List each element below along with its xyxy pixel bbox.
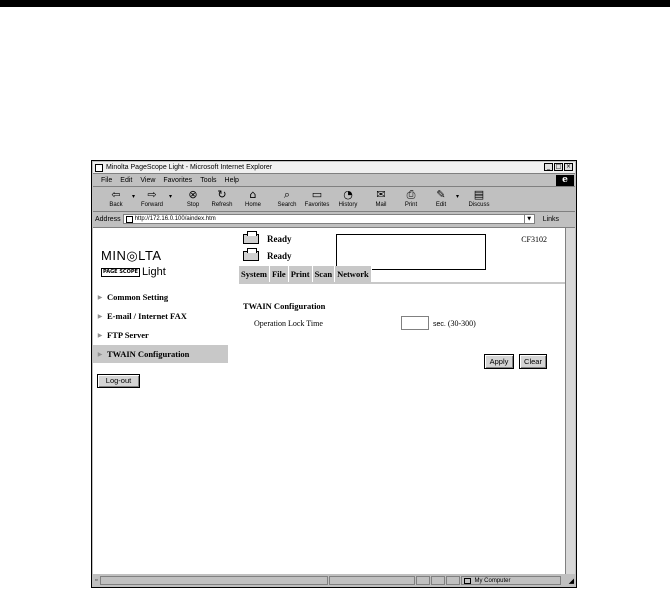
home-button[interactable] [238,188,268,209]
address-dropdown-icon[interactable]: ▼ [524,215,534,223]
address-label: Address [95,215,121,223]
nav-bullet-icon: ▶ [97,293,103,301]
ie-app-icon [95,164,103,172]
refresh-button[interactable] [207,188,237,209]
nav-bullet-icon: ▶ [97,312,103,320]
status-text-cell [100,576,328,585]
tab-scan[interactable]: Scan [313,266,335,282]
resize-grip-icon[interactable]: ◢ [568,577,574,585]
operation-lock-time-unit [433,319,476,328]
mail-label: Mail [375,202,387,208]
discuss-icon: ▤ [473,188,485,201]
search-label: Search [277,202,297,208]
address-input[interactable] [123,214,535,224]
discuss-button[interactable] [464,188,494,209]
nav-common-setting[interactable] [93,288,228,307]
forward-label: Forward [140,202,163,208]
range-label: (30-300) [447,319,476,328]
edit-icon: ✎ [436,188,446,201]
search-button[interactable] [272,188,302,209]
nav-label: TWAIN Configuration [107,349,190,359]
operation-lock-time-input[interactable] [401,316,429,330]
mail-icon: ✉ [376,188,386,201]
window-title: Minolta PageScope Light - Microsoft Internet Explorer [106,164,273,171]
side-nav [93,288,228,364]
favorites-label: Favorites [304,202,330,208]
menu-favorites[interactable]: Favorites [163,176,193,184]
links-button[interactable]: Links [542,215,560,223]
clear-button[interactable]: Clear [519,354,547,369]
browser-window [91,160,577,588]
page-status-icon: ▫ [95,577,98,584]
printer-icon [243,234,259,244]
edit-label: Edit [435,202,447,208]
security-zone [461,576,561,585]
status-bar [93,575,575,586]
search-icon: ⌕ [283,188,291,201]
nav-email-internet-fax[interactable] [93,307,228,326]
menu-tools[interactable]: Tools [200,176,217,184]
standard-toolbar [93,187,575,212]
nav-label: E-mail / Internet FAX [107,311,187,321]
history-icon: ◔ [343,188,353,201]
favorites-icon: ▭ [311,188,323,201]
print-icon: ⎙ [406,188,416,201]
printer-status-text: Ready [267,234,292,244]
forward-icon: ⇨ [147,188,157,201]
unit-label: sec. [433,321,446,328]
print-button[interactable] [396,188,426,209]
nav-twain-configuration[interactable] [93,345,228,364]
pagescope-mark: PAGE SCOPE [103,268,138,275]
stop-button[interactable] [178,188,208,209]
nav-bullet-icon: ▶ [97,350,103,358]
model-name: CF3102 [521,235,547,244]
ie-throbber-icon: e [556,175,574,186]
page-content [93,227,575,574]
window-controls [544,163,573,171]
scanner-icon [243,251,259,261]
tab-network[interactable]: Network [335,266,372,282]
nav-label: FTP Server [107,330,149,340]
back-icon: ⇦ [111,188,121,201]
status-cell [431,576,445,585]
status-cell [446,576,460,585]
maximize-button[interactable]: □ [555,163,562,170]
nav-label: Common Setting [107,292,169,302]
apply-button[interactable]: Apply [484,354,514,369]
status-progress-cell [329,576,415,585]
refresh-icon: ↻ [217,188,227,201]
stop-icon: ⊗ [188,188,198,201]
forward-dropdown-icon[interactable]: ▾ [169,193,173,200]
menu-file[interactable]: File [101,176,113,184]
menu-bar [93,174,575,187]
forward-button[interactable] [137,188,167,209]
vertical-scrollbar[interactable] [565,228,575,574]
history-label: History [338,202,358,208]
tab-system[interactable]: System [239,266,270,282]
tab-print[interactable]: Print [289,266,313,282]
minolta-logo: MIN◎LTA [101,248,162,263]
tab-bar [239,266,372,282]
operation-lock-time-label: Operation Lock Time [254,319,323,328]
edit-dropdown-icon[interactable]: ▾ [456,193,460,200]
close-button[interactable]: × [565,163,572,170]
scanner-status [243,251,292,261]
tab-file[interactable]: File [270,266,289,282]
refresh-label: Refresh [211,202,233,208]
stop-label: Stop [186,202,200,208]
zone-label: My Computer [474,577,511,584]
back-button[interactable] [101,188,131,209]
favorites-button[interactable] [302,188,332,209]
address-bar [93,213,575,225]
pagescope-light-logo [101,266,166,278]
page-top-rule [0,0,670,7]
my-computer-icon [464,578,471,584]
status-message-box [336,234,486,270]
menu-edit[interactable]: Edit [120,176,133,184]
page-icon [126,216,133,223]
minimize-button[interactable]: _ [544,163,553,171]
pagescope-light-text: Light [141,266,166,278]
history-button[interactable] [333,188,363,209]
home-label: Home [244,202,261,208]
logout-button[interactable]: Log-out [97,374,140,388]
nav-ftp-server[interactable] [93,326,228,345]
printer-status [243,234,292,244]
back-dropdown-icon[interactable]: ▾ [132,193,136,200]
menu-help[interactable]: Help [224,176,239,184]
status-cell [416,576,430,585]
edit-button[interactable] [426,188,456,209]
home-icon: ⌂ [249,188,257,201]
title-bar [93,162,575,174]
discuss-label: Discuss [468,202,490,208]
nav-bullet-icon: ▶ [97,331,103,339]
menu-view[interactable]: View [140,176,156,184]
address-value: http://172.16.0.100/aindex.htm [134,216,216,222]
back-label: Back [109,202,123,208]
mail-button[interactable] [366,188,396,209]
pagescope-logo [101,248,166,278]
print-label: Print [404,202,418,208]
tab-underline [239,282,575,284]
section-title: TWAIN Configuration [243,301,326,311]
scanner-status-text: Ready [267,251,292,261]
